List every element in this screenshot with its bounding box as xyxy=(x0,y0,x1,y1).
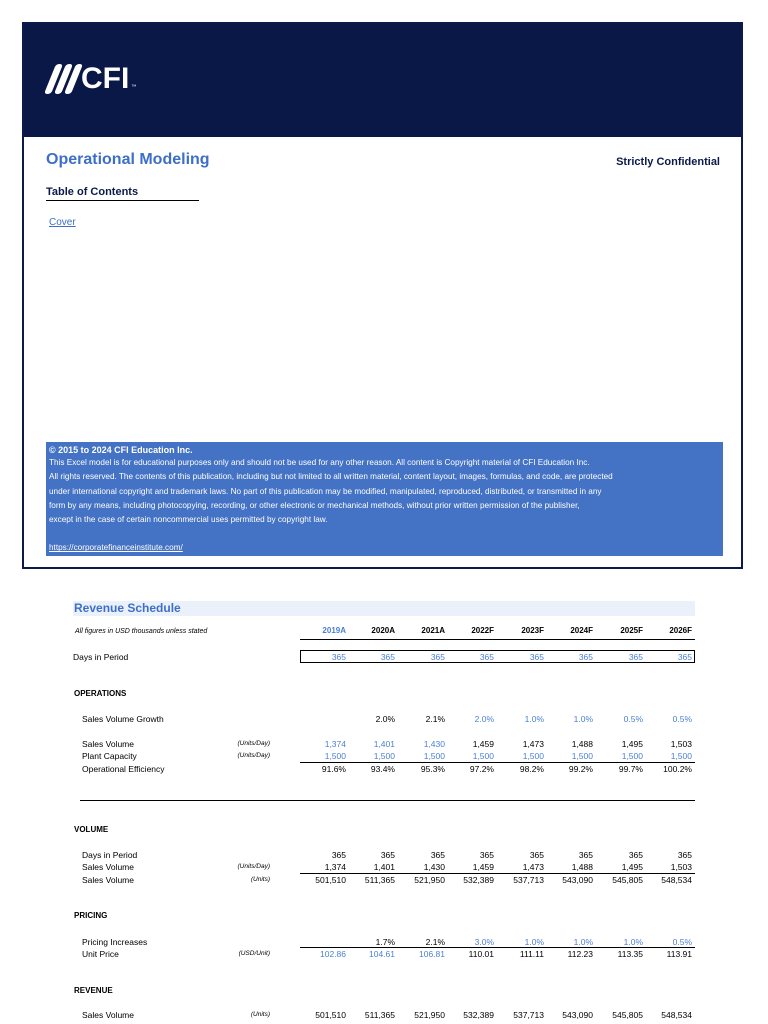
cell-value: 97.2% xyxy=(469,764,494,774)
row-label: Operational Efficiency xyxy=(82,764,165,774)
unit-label: (Units) xyxy=(250,876,270,883)
cell-value: 543,090 xyxy=(562,1010,593,1020)
cell-value: 1,503 xyxy=(670,862,692,872)
days-input-box xyxy=(300,650,695,663)
cell-value: 102.86 xyxy=(320,949,346,959)
unit-label: (Units/Day) xyxy=(237,752,270,759)
cell-value: 543,090 xyxy=(562,875,593,885)
cell-value: 532,389 xyxy=(463,1010,494,1020)
year-header: 2022F xyxy=(471,626,494,635)
cell-value: 365 xyxy=(677,850,692,860)
cell-value: 99.2% xyxy=(568,764,593,774)
row-divider xyxy=(300,762,695,763)
cell-value: 1,500 xyxy=(423,751,445,761)
confidential-label: Strictly Confidential xyxy=(616,156,720,168)
cell-value: 2.1% xyxy=(425,714,445,724)
cell-value: 1,401 xyxy=(373,862,395,872)
cell-value: 95.3% xyxy=(420,764,445,774)
year-header: 2023F xyxy=(521,626,544,635)
cell-value: 98.2% xyxy=(519,764,544,774)
cell-value: 1.0% xyxy=(524,714,544,724)
cell-value: 548,534 xyxy=(661,875,692,885)
row-label: Sales Volume xyxy=(82,862,134,872)
row-label: Sales Volume xyxy=(82,875,134,885)
row-label: Plant Capacity xyxy=(82,751,137,761)
section-heading: OPERATIONS xyxy=(74,689,127,698)
row-divider xyxy=(300,873,695,874)
cell-value: 1.0% xyxy=(573,714,593,724)
cell-value: 1,401 xyxy=(373,739,395,749)
cell-value: 1.7% xyxy=(375,937,395,947)
schedule-title: Revenue Schedule xyxy=(74,601,181,615)
year-header: 2019A xyxy=(322,626,346,635)
cell-value: 365 xyxy=(430,850,445,860)
row-label: Days in Period xyxy=(82,850,138,860)
cell-value: 1,500 xyxy=(571,751,593,761)
cell-value: 1,473 xyxy=(522,739,544,749)
year-header: 2026F xyxy=(669,626,692,635)
cell-value: 501,510 xyxy=(315,875,346,885)
cell-value: 1,459 xyxy=(472,862,494,872)
section-heading: PRICING xyxy=(74,911,108,920)
cell-value: 1,374 xyxy=(324,739,346,749)
section-heading: VOLUME xyxy=(74,825,109,834)
cell-value: 106.81 xyxy=(419,949,445,959)
year-header: 2020A xyxy=(371,626,395,635)
row-label: Sales Volume Growth xyxy=(82,714,164,724)
logo-bars-icon xyxy=(50,64,77,94)
cell-value: 91.6% xyxy=(321,764,346,774)
cell-value: 113.35 xyxy=(617,949,643,959)
cell-value: 1,500 xyxy=(621,751,643,761)
logo-text: CFI xyxy=(81,62,130,95)
unit-label: (Units/Day) xyxy=(237,863,270,870)
cell-value: 365 xyxy=(628,652,643,662)
copyright-line: All rights reserved. The contents of this publication, including but not limited to all written material, content layout, images, formulas, and code, are protected xyxy=(49,472,613,482)
cell-value: 545,805 xyxy=(612,1010,643,1020)
year-header: 2021A xyxy=(421,626,445,635)
cell-value: 104.61 xyxy=(369,949,395,959)
unit-label: (Units) xyxy=(250,1011,270,1018)
copyright-line: under international copyright and trademark laws. No part of this publication may be modified, manipulated, reproduced, distributed, or transmitted in any xyxy=(49,486,602,496)
cell-value: 1,430 xyxy=(423,862,445,872)
cfi-logo xyxy=(50,64,136,94)
cell-value: 501,510 xyxy=(315,1010,346,1020)
cell-value: 2.1% xyxy=(425,937,445,947)
toc-link-cover[interactable]: Cover xyxy=(49,217,76,228)
cell-value: 365 xyxy=(578,652,593,662)
cell-value: 1,500 xyxy=(670,751,692,761)
cell-value: 365 xyxy=(430,652,445,662)
website-link[interactable]: https://corporatefinanceinstitute.com/ xyxy=(49,543,183,553)
header-underline xyxy=(300,639,695,640)
cell-value: 365 xyxy=(628,850,643,860)
row-label: Sales Volume xyxy=(82,739,134,749)
cell-value: 521,950 xyxy=(414,1010,445,1020)
toc-heading: Table of Contents xyxy=(46,186,199,201)
cell-value: 0.5% xyxy=(623,714,643,724)
cell-value: 365 xyxy=(677,652,692,662)
unit-label: (USD/Unit) xyxy=(238,950,270,957)
copyright-line: form by any means, including photocopying, recording, or other electronic or mechanical methods, without prior written permission of the publisher, xyxy=(49,500,580,510)
cell-value: 365 xyxy=(331,850,346,860)
cell-value: 3.0% xyxy=(474,937,494,947)
cell-value: 112.23 xyxy=(567,949,593,959)
units-note: All figures in USD thousands unless stated xyxy=(75,628,208,635)
cell-value: 365 xyxy=(380,850,395,860)
cell-value: 1,473 xyxy=(522,862,544,872)
cell-value: 1.0% xyxy=(623,937,643,947)
cell-value: 1,500 xyxy=(522,751,544,761)
cell-value: 511,365 xyxy=(364,1010,395,1020)
cell-value: 0.5% xyxy=(672,714,692,724)
section-divider xyxy=(80,800,695,801)
cell-value: 2.0% xyxy=(375,714,395,724)
copyright-heading: © 2015 to 2024 CFI Education Inc. xyxy=(49,445,193,455)
cell-value: 365 xyxy=(380,652,395,662)
year-header: 2024F xyxy=(570,626,593,635)
cell-value: 532,389 xyxy=(463,875,494,885)
cell-value: 548,534 xyxy=(661,1010,692,1020)
cover-sheet xyxy=(22,22,743,569)
cell-value: 537,713 xyxy=(513,1010,544,1020)
cell-value: 365 xyxy=(479,850,494,860)
row-label: Sales Volume xyxy=(82,1010,134,1020)
cell-value: 0.5% xyxy=(672,937,692,947)
copyright-notice xyxy=(46,442,723,556)
cell-value: 100.2% xyxy=(663,764,692,774)
row-label: Days in Period xyxy=(73,652,129,662)
cell-value: 110.01 xyxy=(468,949,494,959)
cell-value: 545,805 xyxy=(612,875,643,885)
cell-value: 1,488 xyxy=(571,862,593,872)
copyright-line: This Excel model is for educational purposes only and should not be used for any other reason. All content is Copyright material of CFI Education Inc. xyxy=(49,458,590,467)
cell-value: 1,488 xyxy=(571,739,593,749)
cell-value: 1.0% xyxy=(524,937,544,947)
cell-value: 1,500 xyxy=(324,751,346,761)
page-title: Operational Modeling xyxy=(46,151,210,168)
cell-value: 511,365 xyxy=(364,875,395,885)
section-heading: REVENUE xyxy=(74,986,113,995)
cell-value: 1.0% xyxy=(573,937,593,947)
cell-value: 365 xyxy=(331,652,346,662)
logo-trademark: ™ xyxy=(131,84,137,90)
unit-label: (Units/Day) xyxy=(237,740,270,747)
cell-value: 365 xyxy=(578,850,593,860)
cell-value: 111.11 xyxy=(519,949,544,959)
cell-value: 521,950 xyxy=(414,875,445,885)
row-label: Unit Price xyxy=(82,949,119,959)
row-divider xyxy=(300,947,695,948)
row-label: Pricing Increases xyxy=(82,937,148,947)
cell-value: 1,500 xyxy=(472,751,494,761)
cell-value: 1,374 xyxy=(324,862,346,872)
cell-value: 113.91 xyxy=(666,949,692,959)
cell-value: 365 xyxy=(479,652,494,662)
cell-value: 537,713 xyxy=(513,875,544,885)
cell-value: 2.0% xyxy=(474,714,494,724)
cell-value: 1,503 xyxy=(670,739,692,749)
copyright-line: except in the case of certain noncommercial uses permitted by copyright law. xyxy=(49,515,328,525)
cell-value: 1,495 xyxy=(621,739,643,749)
cell-value: 93.4% xyxy=(370,764,395,774)
year-header: 2025F xyxy=(620,626,643,635)
cell-value: 1,495 xyxy=(621,862,643,872)
cell-value: 1,459 xyxy=(472,739,494,749)
cell-value: 365 xyxy=(529,850,544,860)
cell-value: 99.7% xyxy=(618,764,643,774)
cell-value: 1,430 xyxy=(423,739,445,749)
cell-value: 365 xyxy=(529,652,544,662)
cell-value: 1,500 xyxy=(373,751,395,761)
